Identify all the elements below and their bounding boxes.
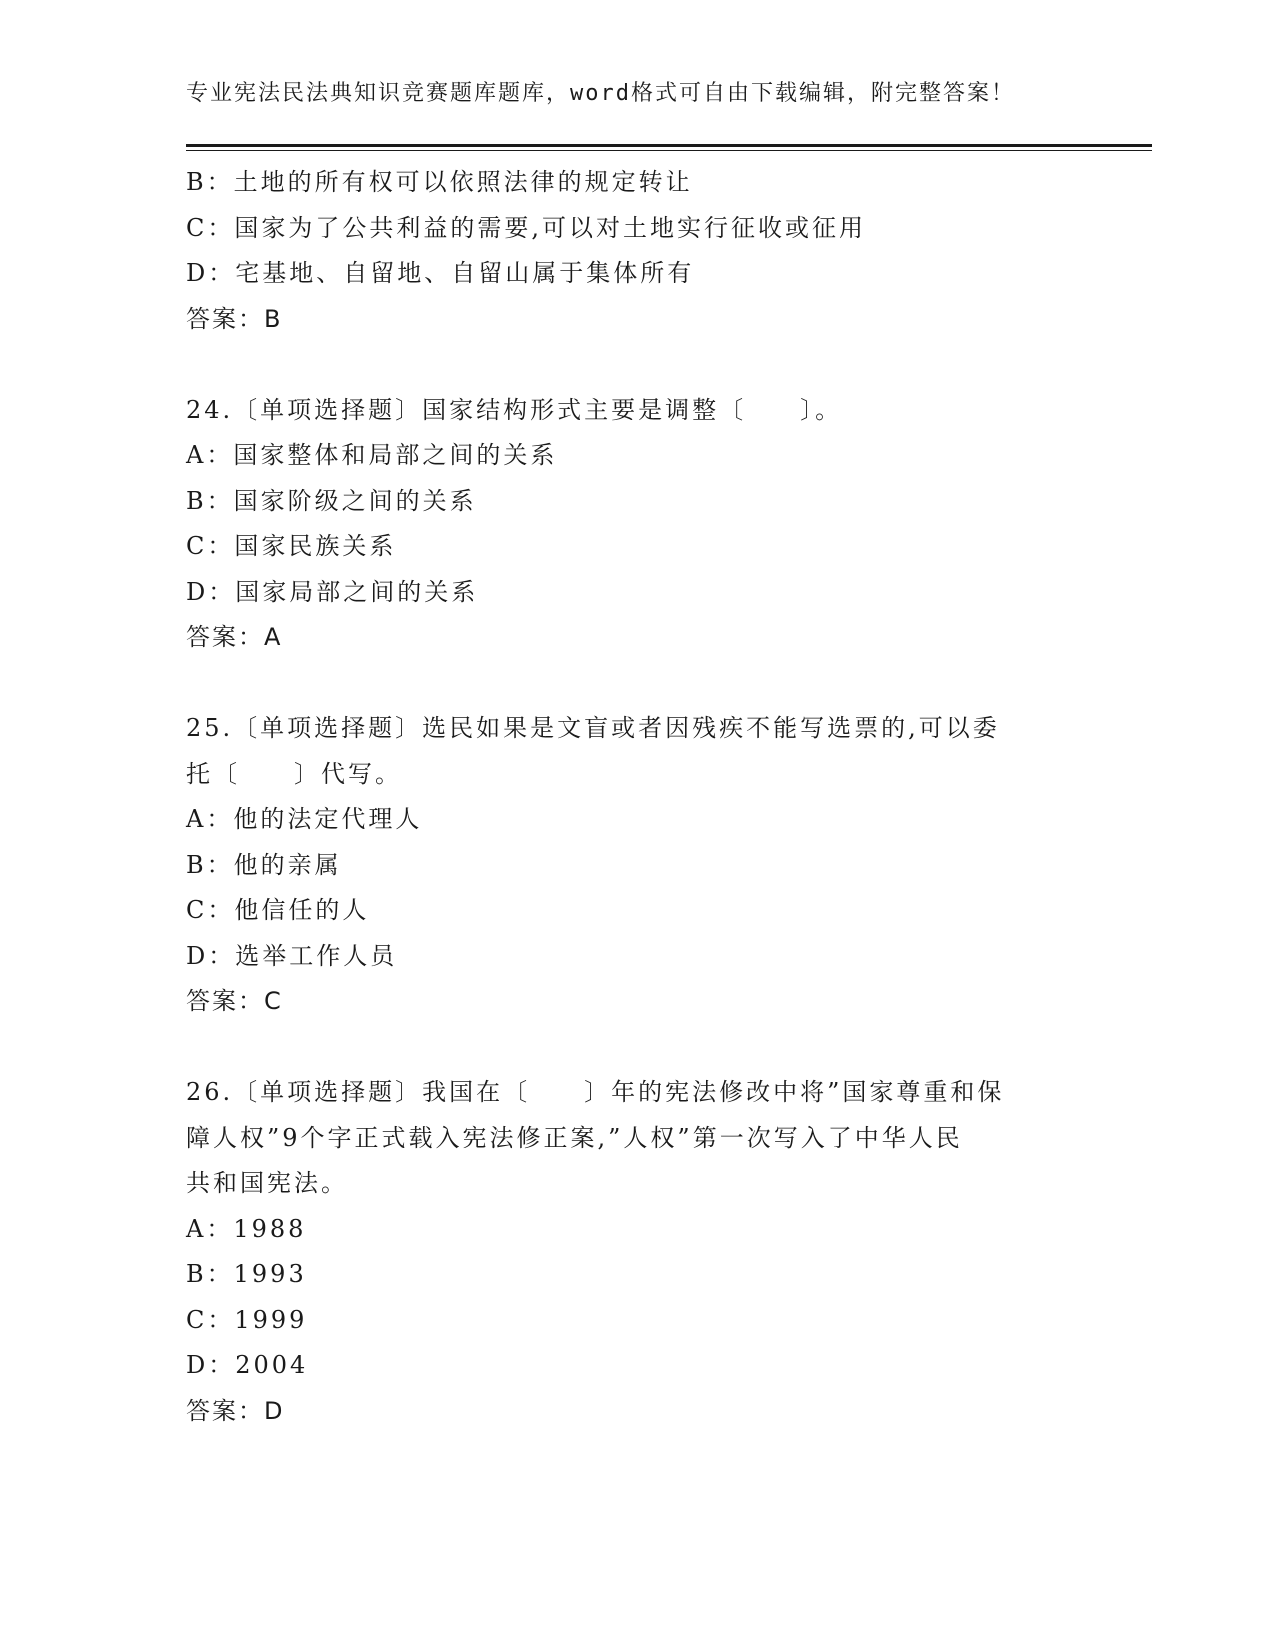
answer: 答案：B xyxy=(186,304,283,333)
question-24 xyxy=(186,388,1086,661)
question-stem-line-2: 托〔 〕代写。 xyxy=(186,759,402,788)
question-stem-line-1: 25.〔单项选择题〕选民如果是文盲或者因残疾不能写选票的,可以委 xyxy=(186,714,1000,742)
option-a: A：1988 xyxy=(186,1214,307,1243)
question-23 xyxy=(186,160,1086,342)
header-rule-thick xyxy=(186,144,1152,147)
question-stem-line-2: 障人权”9个字正式载入宪法修正案,”人权”第一次写入了中华人民 xyxy=(186,1123,963,1152)
option-c: C：国家民族关系 xyxy=(186,532,397,560)
question-list xyxy=(186,160,1086,1434)
option-b: B：他的亲属 xyxy=(186,850,342,879)
question-stem-line-1: 26.〔单项选择题〕我国在〔 〕年的宪法修改中将”国家尊重和保 xyxy=(186,1078,1005,1106)
option-d: D：国家局部之间的关系 xyxy=(186,577,479,606)
spacer xyxy=(186,1025,1086,1071)
option-c: C：国家为了公共利益的需要,可以对土地实行征收或征用 xyxy=(186,213,866,242)
option-a: A：国家整体和局部之间的关系 xyxy=(186,441,558,469)
question-25 xyxy=(186,706,1086,1025)
option-b: B：土地的所有权可以依照法律的规定转让 xyxy=(186,168,693,196)
option-c: C：1999 xyxy=(186,1305,308,1334)
answer: 答案：C xyxy=(186,987,283,1015)
spacer xyxy=(186,661,1086,707)
option-b: B：1993 xyxy=(186,1260,307,1288)
option-b: B：国家阶级之间的关系 xyxy=(186,486,477,515)
answer: 答案：D xyxy=(186,1396,285,1425)
question-stem-line-3: 共和国宪法。 xyxy=(186,1169,348,1197)
spacer xyxy=(186,342,1086,388)
page-header: 专业宪法民法典知识竞赛题库题库，word格式可自由下载编辑，附完整答案！ xyxy=(186,81,1015,106)
option-d: D：2004 xyxy=(186,1351,309,1379)
option-d: D：选举工作人员 xyxy=(186,941,398,970)
option-d: D：宅基地、自留地、自留山属于集体所有 xyxy=(186,259,695,287)
header-rule-thin xyxy=(186,150,1152,151)
option-c: C：他信任的人 xyxy=(186,896,370,924)
question-26 xyxy=(186,1070,1086,1434)
answer: 答案：A xyxy=(186,623,283,651)
option-a: A：他的法定代理人 xyxy=(186,805,423,833)
question-stem: 24.〔单项选择题〕国家结构形式主要是调整〔 〕。 xyxy=(186,395,843,424)
